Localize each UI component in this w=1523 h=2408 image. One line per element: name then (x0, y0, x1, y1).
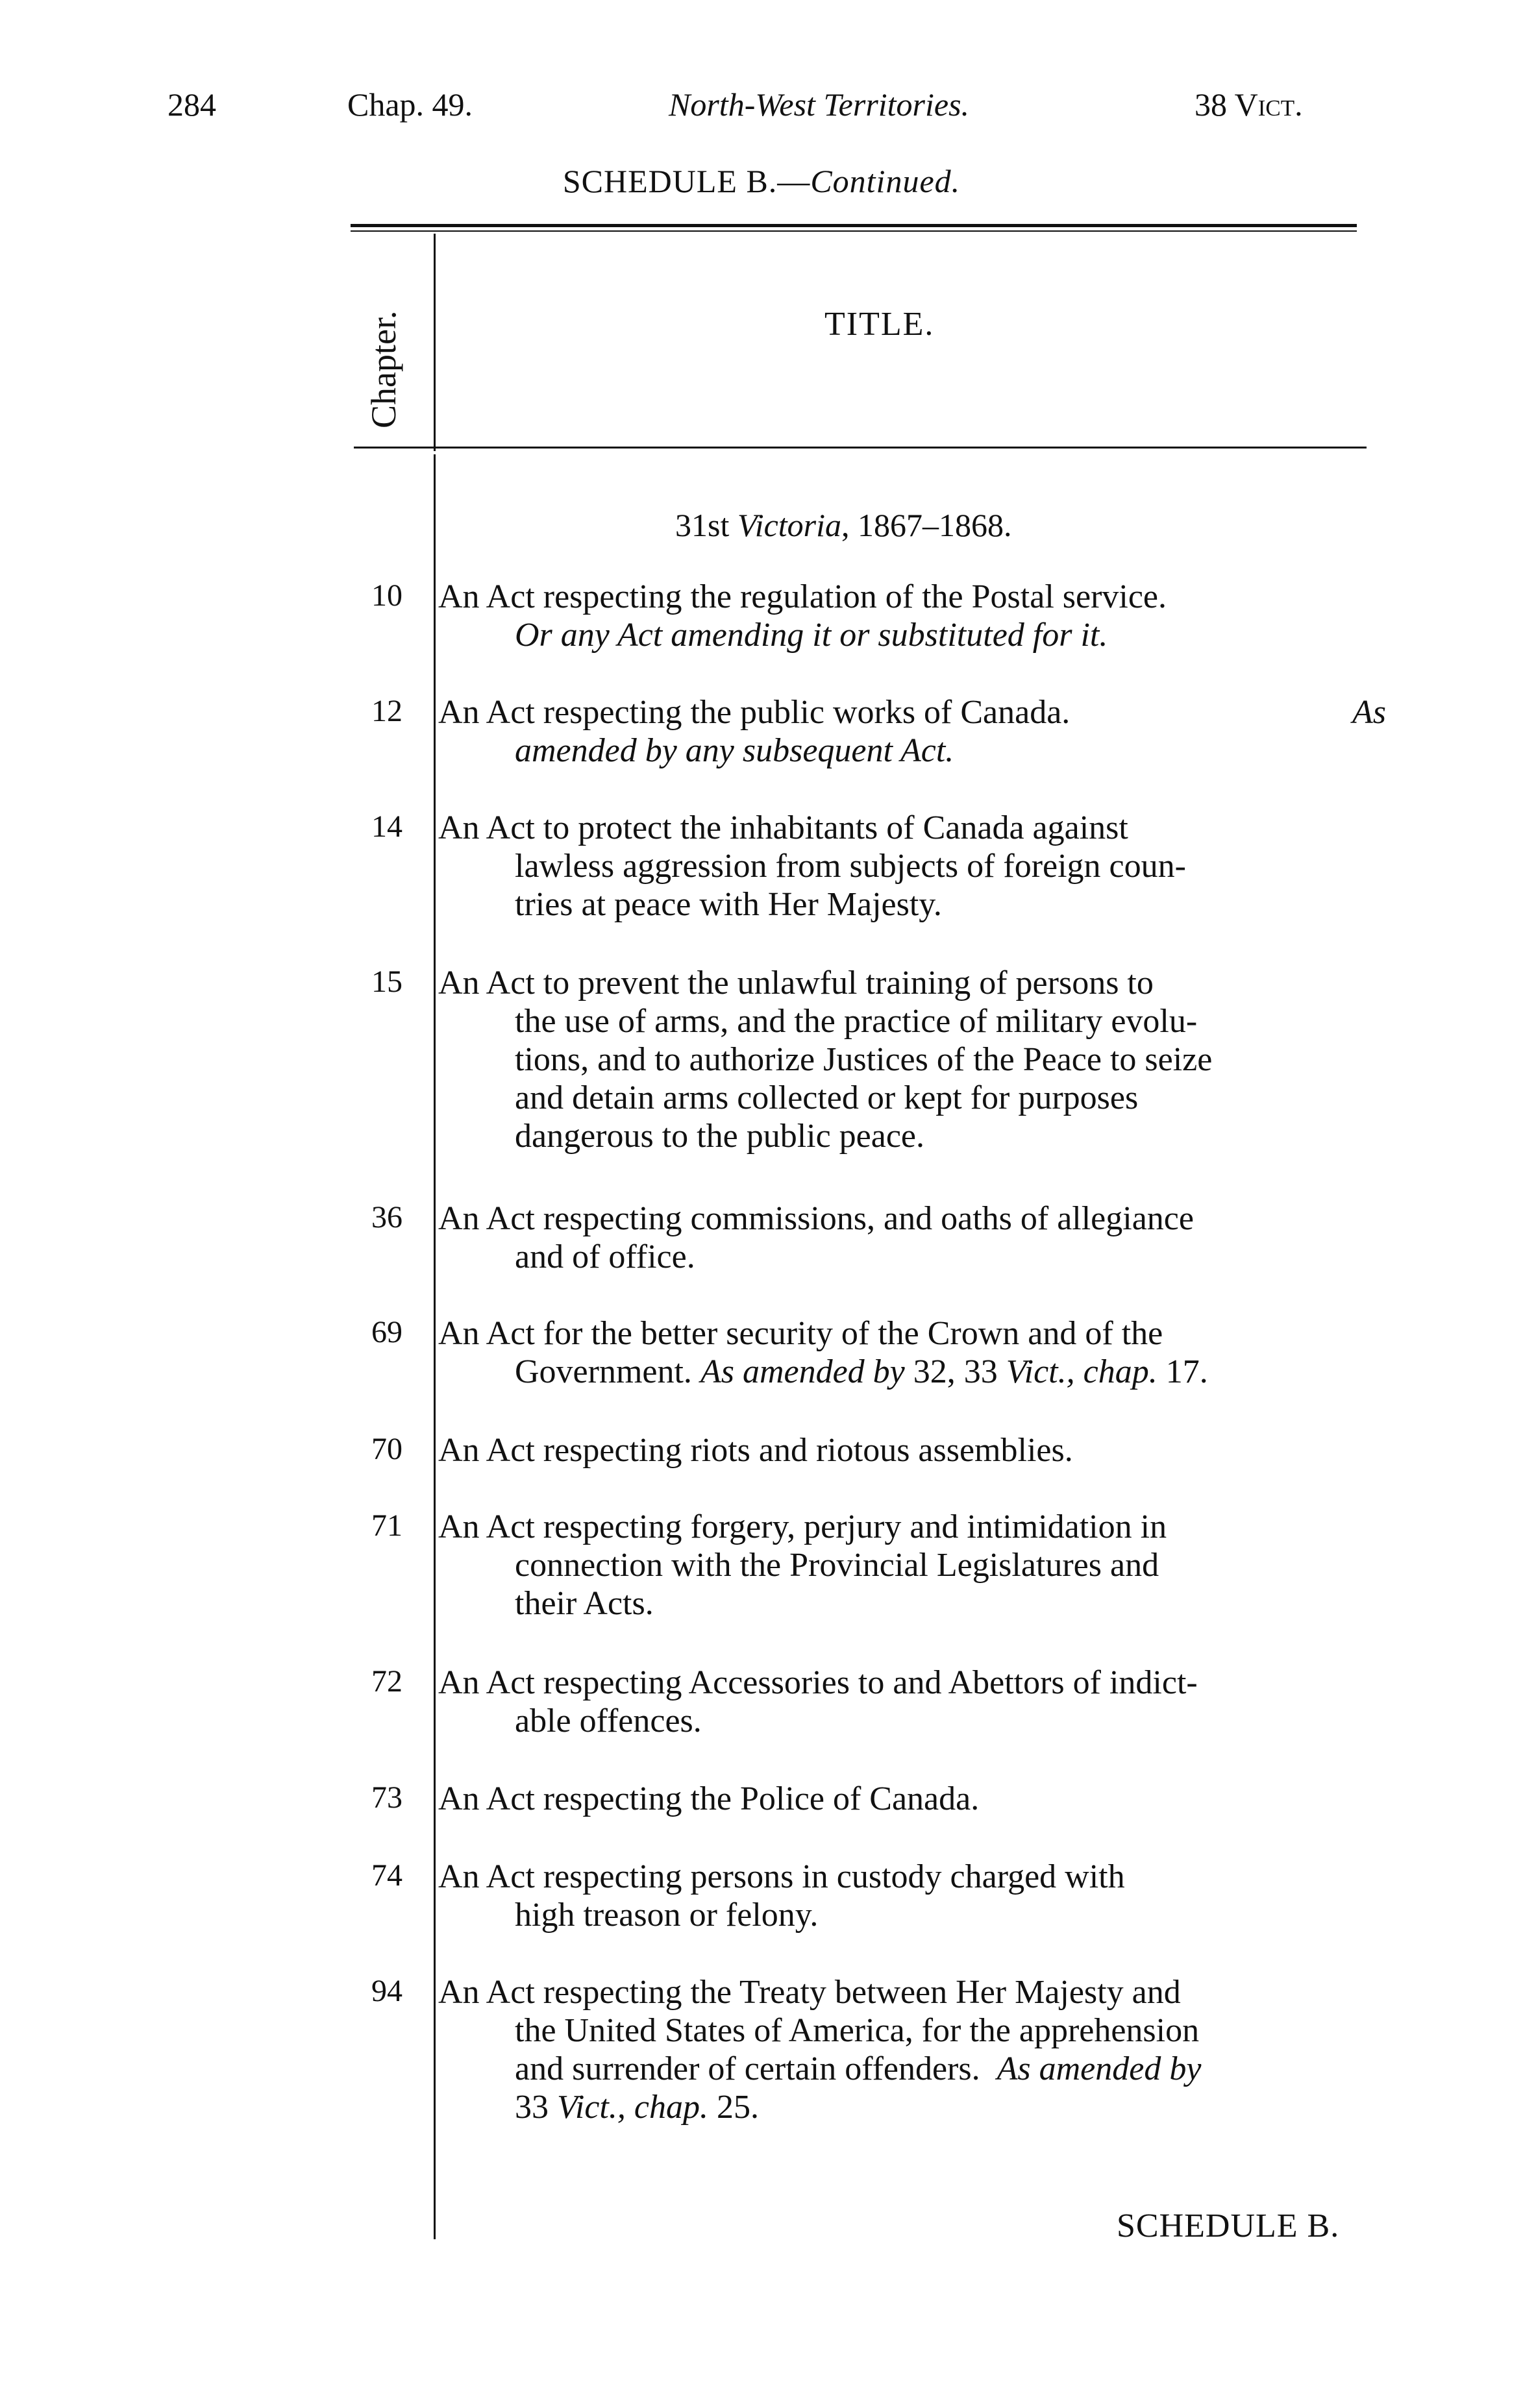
entry-chapter-number: 10 (371, 578, 402, 613)
catchword: SCHEDULE B. (1117, 2207, 1340, 2244)
entry-line-roman: and surrender of certain offenders. (515, 2050, 980, 2087)
entry-line: An Act to prevent the unlawful training of persons to (438, 964, 1154, 1001)
column-head-chapter: Chapter. (364, 310, 403, 428)
entry-chapter-number: 72 (371, 1664, 402, 1699)
entry-chapter-number: 70 (371, 1432, 402, 1466)
reign-years: , 1867–1868. (841, 507, 1012, 543)
entry-line: dangerous to the public peace. (515, 1118, 924, 1155)
entry-chapter-number: 36 (371, 1200, 402, 1235)
table-top-rule-thin (351, 230, 1357, 232)
column-divider-head (434, 234, 436, 451)
running-title: North-West Territories. (669, 86, 970, 123)
entry-chapter-number: 74 (371, 1858, 402, 1893)
entry-line: the use of arms, and the practice of military evolu- (515, 1003, 1198, 1040)
entry-chapter-number: 71 (371, 1508, 402, 1543)
schedule-heading (0, 162, 1523, 200)
entry-title (438, 693, 1386, 770)
entry-chapter-number: 12 (371, 694, 402, 728)
entry-title (438, 578, 1386, 654)
entry-line-roman: An Act respecting the public works of Canada. (438, 694, 1071, 731)
entry-chapter-number: 15 (371, 964, 402, 999)
entry-title (438, 1314, 1386, 1391)
entry-title (438, 1199, 1386, 1276)
entry-line: An Act respecting the regulation of the Postal service. (438, 578, 1167, 615)
entry-line: An Act respecting Accessories to and Abettors of indict- (438, 1664, 1198, 1701)
entry-line: An Act respecting forgery, perjury and intimidation in (438, 1508, 1167, 1545)
entry-line: able offences. (515, 1702, 702, 1739)
entry-line-italic: As (1352, 694, 1386, 731)
entry-title (438, 1858, 1386, 1934)
table-top-rule (351, 224, 1357, 227)
entry-line-roman: 17. (1165, 1353, 1208, 1390)
column-head-title: TITLE. (824, 306, 935, 343)
entry-title (438, 1664, 1386, 1740)
entry-title (438, 1973, 1386, 2126)
entry-line: amended by any subsequent Act. (515, 732, 954, 769)
entry-line: tions, and to authorize Justices of the Peace to seize (515, 1041, 1213, 1078)
entry-line: lawless aggression from subjects of foreign coun- (515, 848, 1186, 885)
entry-line: An Act for the better security of the Crown and of the (438, 1315, 1163, 1352)
entry-line (438, 1353, 1386, 1391)
entry-title (438, 1431, 1386, 1469)
page-number: 284 (167, 86, 216, 123)
entry-line: and of office. (515, 1238, 695, 1275)
entry-line: and detain arms collected or kept for purposes (515, 1079, 1139, 1116)
entry-line-italic: Vict., chap. (1006, 1353, 1158, 1390)
column-divider-body (434, 454, 436, 2239)
table-head-rule (354, 447, 1367, 448)
entry-chapter-number: 73 (371, 1780, 402, 1815)
schedule-heading-continued: Continued. (810, 163, 961, 199)
regnal-year: 38 Vict. (1195, 86, 1303, 123)
entry-title (438, 809, 1386, 924)
entry-chapter-number: 69 (371, 1315, 402, 1349)
entry-line: An Act respecting persons in custody charged with (438, 1858, 1125, 1895)
entry-line-italic: As amended by (700, 1353, 905, 1390)
entry-title (438, 964, 1386, 1155)
entry-line: their Acts. (515, 1585, 654, 1622)
entry-line-roman: 33 (515, 2089, 549, 2126)
entry-line-italic: As amended by (997, 2050, 1202, 2087)
entry-line (438, 2088, 1386, 2126)
entry-title (438, 1780, 1386, 1818)
entry-line-italic: Vict., chap. (557, 2089, 708, 2126)
schedule-heading-main: SCHEDULE B.— (562, 163, 811, 199)
reign-sovereign: Victoria (737, 507, 842, 543)
entry-line: the United States of America, for the apprehension (515, 2012, 1200, 2049)
entry-line: connection with the Provincial Legislatures and (515, 1547, 1159, 1584)
entry-line-roman: 25. (716, 2089, 759, 2126)
entry-line: An Act respecting the Police of Canada. (438, 1780, 980, 1817)
entry-line: An Act respecting the Treaty between Her Majesty and (438, 1974, 1181, 2011)
entry-line-roman: 32, 33 (913, 1353, 998, 1390)
reign-heading (675, 506, 1012, 544)
entry-title (438, 1508, 1386, 1623)
entry-line: An Act respecting riots and riotous assemblies. (438, 1432, 1073, 1469)
reign-ordinal: 31st (675, 507, 730, 543)
entry-line: Or any Act amending it or substituted for it. (515, 617, 1108, 654)
entry-chapter-number: 94 (371, 1974, 402, 2008)
entry-line (438, 693, 1386, 731)
entry-line: tries at peace with Her Majesty. (515, 886, 942, 923)
entry-line-roman: Government. (515, 1353, 692, 1390)
running-head (0, 86, 1523, 138)
entry-line: An Act respecting commissions, and oaths of allegiance (438, 1200, 1194, 1237)
entry-chapter-number: 14 (371, 809, 402, 844)
entry-line (438, 2050, 1386, 2088)
entry-line: An Act to protect the inhabitants of Canada against (438, 809, 1128, 846)
chapter-reference: Chap. 49. (347, 86, 473, 123)
entry-line: high treason or felony. (515, 1897, 819, 1934)
